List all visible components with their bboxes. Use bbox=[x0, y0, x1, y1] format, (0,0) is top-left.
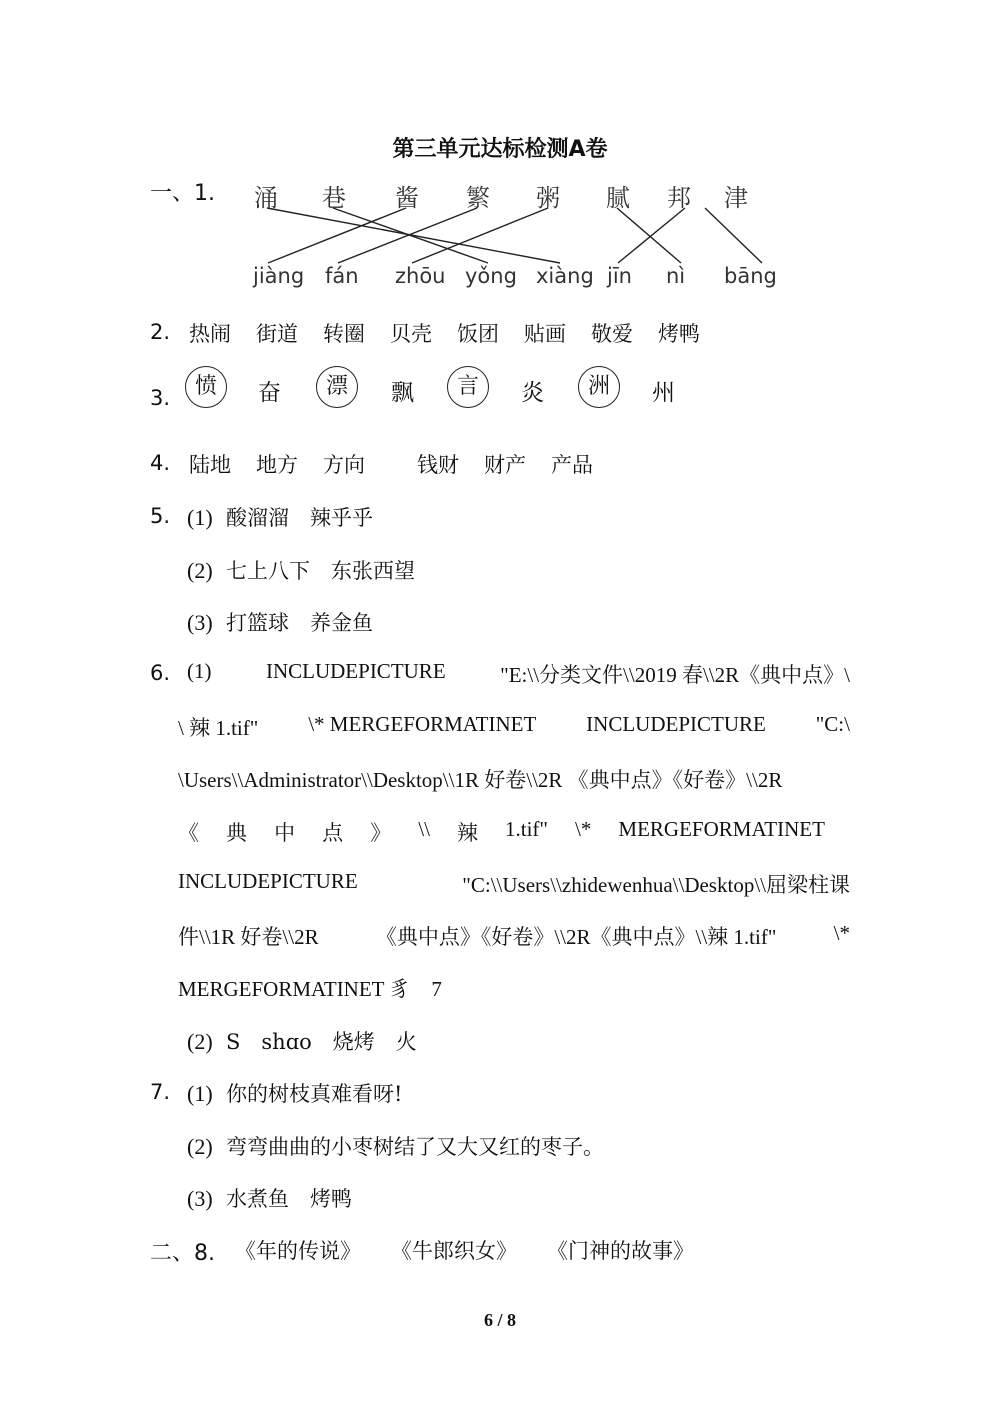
question-number: 1. bbox=[194, 181, 216, 206]
match-char: 酱 bbox=[395, 184, 419, 212]
match-pinyin: yǒng bbox=[465, 264, 517, 288]
page-title: 第三单元达标检测A卷 bbox=[392, 137, 608, 162]
book-title: 《门神的故事》 bbox=[547, 1239, 694, 1263]
word: 街道 bbox=[256, 322, 298, 346]
question-number: 7. bbox=[150, 1080, 171, 1104]
question-number: 5. bbox=[150, 504, 171, 528]
match-pinyin: jiàng bbox=[253, 264, 305, 288]
q6-line: (1) INCLUDEPICTURE "E:\\分类文件\\2019 春\\2R《典中点》\ bbox=[187, 659, 850, 687]
page-number: 6 / 8 bbox=[483, 1310, 516, 1330]
word: 转圈 bbox=[323, 322, 365, 346]
q7-item: (3) 水煮鱼 烤鸭 bbox=[187, 1186, 353, 1211]
match-line bbox=[338, 208, 477, 263]
word: 饭团 bbox=[457, 322, 499, 346]
plain-char: 飘 bbox=[391, 380, 414, 406]
q6-part2: (2) S shɑo 烧烤 火 bbox=[187, 1029, 417, 1054]
match-char: 巷 bbox=[322, 184, 346, 212]
match-line bbox=[705, 208, 762, 263]
q6-line: 件\\1R 好卷\\2R 《典中点》《好卷》\\2R《典中点》\\辣 1.tif" \* bbox=[178, 921, 850, 949]
word: 烤鸭 bbox=[658, 322, 700, 346]
match-line bbox=[412, 208, 548, 263]
match-char: 粥 bbox=[536, 184, 560, 212]
question-number: 6. bbox=[150, 661, 171, 685]
q5-item: (2) 七上八下 东张西望 bbox=[187, 558, 416, 583]
match-char: 邦 bbox=[667, 184, 691, 212]
circled-char: 愤 bbox=[185, 366, 227, 408]
plain-char: 奋 bbox=[258, 380, 281, 406]
q8-books bbox=[235, 1235, 694, 1265]
q6-line: INCLUDEPICTURE "C:\\Users\\zhidewenhua\\Desktop\\屈梁柱课 bbox=[178, 869, 850, 897]
q5-item: (3) 打篮球 养金鱼 bbox=[187, 610, 374, 635]
circled-char: 洲 bbox=[578, 366, 620, 408]
match-char: 涌 bbox=[254, 184, 278, 212]
match-line bbox=[617, 208, 681, 263]
q6-line: 《 典 中 点 》 \\ 辣 1.tif" \* MERGEFORMATINET bbox=[178, 817, 825, 845]
match-line bbox=[618, 208, 685, 263]
match-pinyin: zhōu bbox=[395, 264, 446, 288]
question-number: 2. bbox=[150, 320, 171, 344]
q2-words bbox=[189, 318, 700, 348]
question-number: 3. bbox=[150, 386, 171, 410]
match-line bbox=[333, 208, 488, 263]
question-number: 8. bbox=[194, 1241, 216, 1266]
plain-char: 炎 bbox=[521, 380, 544, 406]
match-char: 腻 bbox=[606, 184, 630, 212]
match-line bbox=[267, 208, 560, 263]
q7-item: (1) 你的树枝真难看呀! bbox=[187, 1081, 403, 1106]
match-pinyin: bāng bbox=[724, 264, 777, 288]
book-title: 《年的传说》 bbox=[235, 1239, 361, 1263]
match-char: 繁 bbox=[466, 184, 490, 212]
plain-char: 州 bbox=[652, 380, 675, 406]
word: 贝壳 bbox=[390, 322, 432, 346]
match-pinyin: jīn bbox=[607, 264, 632, 288]
q6-line: MERGEFORMATINET 豸 7 bbox=[178, 977, 442, 1001]
word: 陆地 bbox=[189, 453, 231, 477]
q6-line: \Users\\Administrator\\Desktop\\1R 好卷\\2R 《典中点》《好卷》\\2R bbox=[178, 768, 783, 792]
word: 敬爱 bbox=[591, 322, 633, 346]
q6-line: \ 辣 1.tif" \* MERGEFORMATINET INCLUDEPICTURE "C:\ bbox=[178, 712, 850, 740]
q5-item: (1) 酸溜溜 辣乎乎 bbox=[187, 505, 374, 530]
word: 财产 bbox=[484, 453, 526, 477]
section-label: 一、 bbox=[150, 181, 195, 206]
word: 热闹 bbox=[189, 322, 231, 346]
match-pinyin: fán bbox=[325, 264, 359, 288]
match-pinyin: nì bbox=[666, 264, 686, 288]
book-title: 《牛郎织女》 bbox=[391, 1239, 517, 1263]
q4-words bbox=[189, 449, 593, 479]
word: 地方 bbox=[256, 453, 298, 477]
circled-char: 言 bbox=[447, 366, 489, 408]
match-char: 津 bbox=[724, 184, 748, 212]
q7-item: (2) 弯弯曲曲的小枣树结了又大又红的枣子。 bbox=[187, 1134, 605, 1159]
section-label: 二、 bbox=[150, 1241, 195, 1266]
match-line bbox=[268, 208, 406, 263]
word: 钱财 bbox=[417, 453, 459, 477]
word: 贴画 bbox=[524, 322, 566, 346]
match-pinyin: xiàng bbox=[536, 264, 594, 288]
word: 方向 bbox=[323, 453, 365, 477]
section-two-label bbox=[150, 1236, 215, 1267]
circled-char: 漂 bbox=[316, 366, 358, 408]
word: 产品 bbox=[551, 453, 593, 477]
question-number: 4. bbox=[150, 451, 171, 475]
